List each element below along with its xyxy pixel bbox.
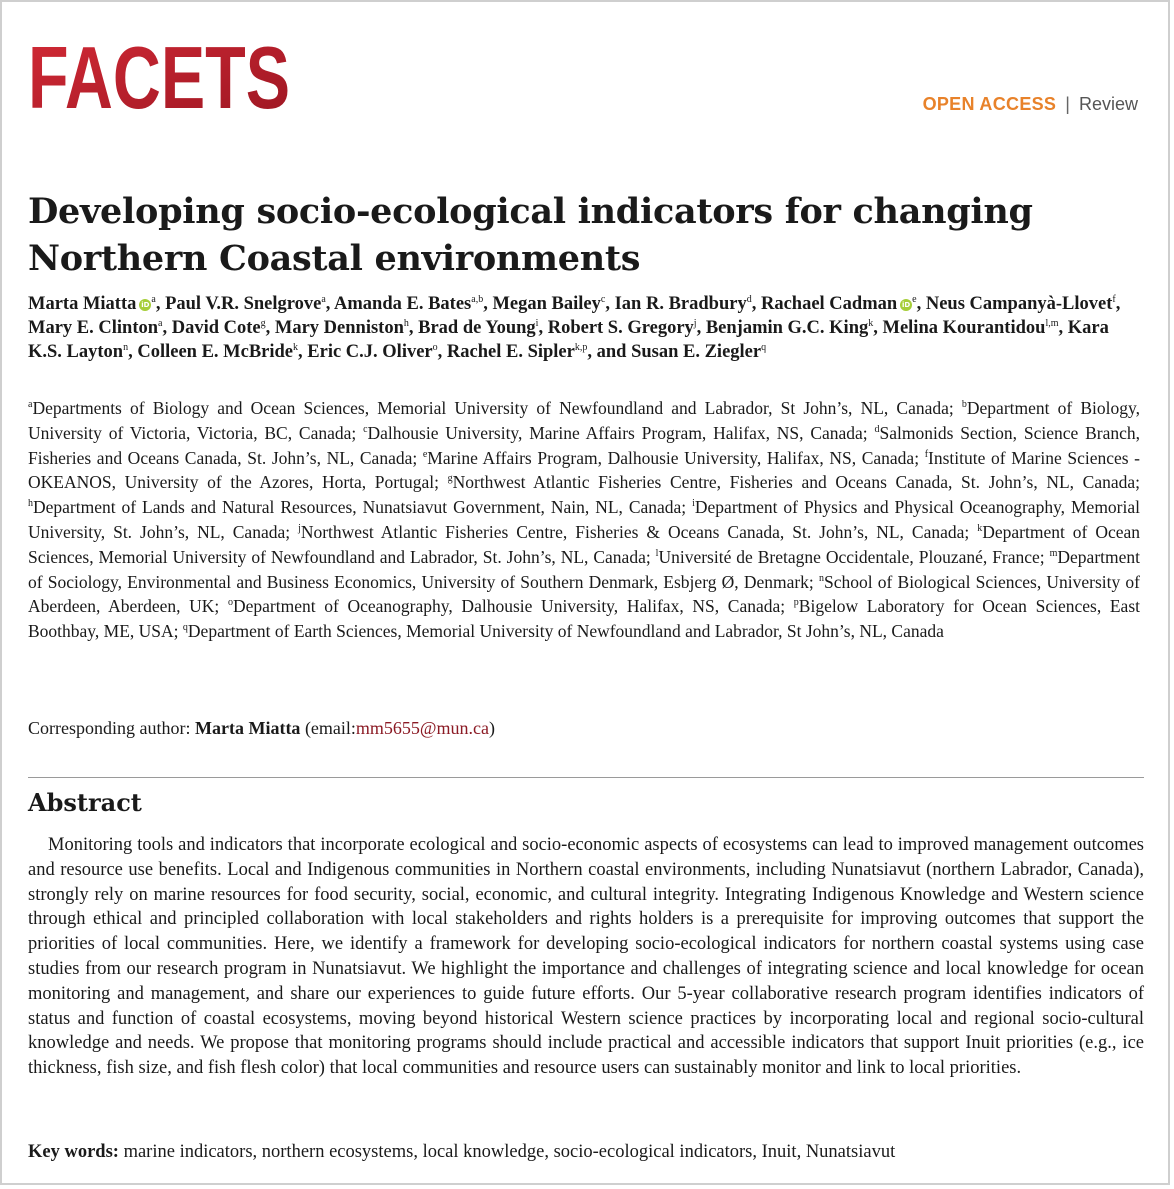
affiliation-text: Bigelow Laboratory for Ocean Sciences, East Boothbay, ME, USA; — [28, 596, 1140, 642]
affiliation-text: Marine Affairs Program, Dalhousie University, Halifax, NS, Canada; — [427, 447, 920, 468]
affiliation-text: Department of Biology, University of Victoria, Victoria, BC, Canada; — [28, 398, 1140, 443]
author-affiliation-mark: a,b — [471, 293, 484, 305]
author-name: Megan Bailey — [492, 294, 601, 314]
author-affiliation-mark: d — [746, 293, 752, 305]
article-type-label: Review — [1078, 94, 1138, 114]
email-link[interactable]: mm5655@mun.ca — [355, 718, 489, 738]
affiliation-text: Dalhousie University, Marine Affairs Program, Halifax, NS, Canada; — [367, 422, 868, 443]
author-name: Susan E. Ziegler — [631, 342, 762, 362]
corresponding-name: Marta Miatta — [194, 718, 301, 738]
author-affiliation-mark: q — [761, 341, 767, 353]
author-affiliation-mark: k — [868, 317, 874, 329]
author-name: Melina Kourantidou — [882, 318, 1046, 338]
keywords-label: Key words: — [28, 1142, 119, 1162]
affiliation-text: Department of Lands and Natural Resources, Nunatsiavut Government, Nain, NL, Canada; — [33, 497, 687, 518]
affiliation-mark: l — [655, 547, 659, 559]
affiliation-mark: b — [961, 399, 967, 411]
author-name: Paul V.R. Snelgrove — [165, 294, 322, 314]
affiliation-text: Northwest Atlantic Fisheries Centre, Fisheries & Oceans Canada, St. John’s, NL, Canada; — [300, 521, 970, 542]
author-name: Ian R. Bradbury — [614, 294, 747, 314]
orcid-icon[interactable]: iD — [141, 301, 150, 309]
author-name: Rachel E. Sipler — [446, 342, 575, 362]
affiliation-mark: n — [818, 572, 824, 584]
author-name: Eric C.J. Oliver — [307, 342, 433, 362]
author-affiliation-mark: f — [1112, 293, 1116, 305]
affiliation-mark: o — [227, 597, 233, 609]
author-affiliation-mark: k — [293, 341, 299, 353]
author-affiliation-mark: g — [260, 317, 266, 329]
author-name: Robert S. Gregory — [547, 318, 694, 338]
affiliation-list — [28, 396, 1140, 644]
keywords-text: marine indicators, northern ecosystems, local knowledge, socio-ecological indicators, Inuit, Nunatsiavut — [123, 1142, 896, 1162]
email-suffix: ) — [488, 718, 495, 738]
affiliation-mark: q — [182, 622, 188, 634]
affiliation-mark: e — [422, 448, 428, 460]
orcid-icon[interactable]: iD — [902, 301, 911, 309]
affiliation-text: Department of Oceanography, Dalhousie University, Halifax, NS, Canada; — [232, 596, 786, 617]
facets-logo — [28, 28, 294, 127]
corresponding-label: Corresponding author: — [28, 718, 191, 738]
author-affiliation-mark: e — [912, 293, 917, 305]
author-affiliation-mark: l,m — [1045, 317, 1059, 329]
affiliation-mark: f — [924, 448, 929, 460]
affiliation-mark: g — [447, 473, 453, 485]
author-name: Benjamin G.C. King — [705, 318, 869, 338]
author-affiliation-mark: o — [432, 341, 438, 353]
affiliation-mark: j — [298, 523, 301, 535]
access-separator: | — [1065, 94, 1070, 114]
section-divider — [28, 777, 1144, 778]
affiliation-mark: p — [793, 597, 799, 609]
author-name: Marta Miatta — [28, 294, 137, 314]
affiliation-text: Department of Earth Sciences, Memorial University of Newfoundland and Labrador, St John’s, NL, Canada — [187, 621, 944, 642]
affiliation-text: Northwest Atlantic Fisheries Centre, Fisheries and Oceans Canada, St. John’s, NL, Canada; — [452, 472, 1140, 493]
article-title: Developing socio-ecological indicators for changing Northern Coastal environments — [28, 191, 1033, 279]
affiliation-text: Institute of Marine Sciences - OKEANOS, University of the Azores, Horta, Portugal; — [28, 447, 1141, 493]
author-name: Mary Denniston — [274, 318, 404, 338]
abstract-heading: Abstract — [28, 788, 142, 817]
author-affiliation-mark: a — [158, 317, 163, 329]
affiliation-text: Department of Ocean Sciences, Memorial University of Newfoundland and Labrador, St. John’s, NL, Canada; — [28, 521, 1141, 567]
affiliation-mark: c — [363, 423, 368, 435]
affiliation-mark: i — [692, 498, 695, 510]
abstract-text: Monitoring tools and indicators that incorporate ecological and socio-economic aspects of ecosystems can lead to improved management outcomes and resource use benefits. Local and Indigenous communities in Northern coastal environments, including Nunatsiavut (northern Labrador, Canada), strongly rely on marine resources for food security, social, economic, and cultural integrity. Integrating Indigenous Knowledge and Western science through ethical and principled collaboration with local stakeholders and rights holders is a prerequisite for improving outcomes that support the priorities of local communities. Here, we identify a framework for developing socio-ecological indicators for northern coastal systems using case studies from our research program in Nunatsiavut. We highlight the importance and challenges of integrating science and local knowledge for ocean monitoring and management, and share our experiences to guide future efforts. Our 5-year collaborative research program identifies indicators of status and function of coastal ecosystems, moving beyond historical Western science practices by incorporating local and regional socio-cultural knowledge and needs. We propose that monitoring programs should include practical and accessible indicators that support Inuit priorities (e.g., ice thickness, fish size, and fish flesh color) that local communities and resource users can sustainably monitor and link to local priorities. — [28, 835, 1144, 1079]
keywords — [28, 1142, 1144, 1163]
affiliation-mark: h — [28, 498, 33, 510]
author-name: Amanda E. Bates — [334, 294, 472, 314]
author-affiliation-mark: c — [600, 293, 606, 305]
affiliation-mark: k — [977, 523, 983, 535]
author-list: Marta Miatta $iD^a$, Paul V.R. Snelgrove$^a$, Amanda E. Bates$^{a,b}$, Megan Bailey$^c$, Ian R. Bradbury$^d$, Rachael Cadman $iD^e$, Neus Campanyà-Llovet$^f$, Mary E. Clinton$^a$, David Cote$^g$, Mary Denniston$^h$, Brad de Young$^i$, Robert S. Gregory$^j$, Benjamin G.C. King$^k$, Melina Kourantidou$^{l,m}$, Kara K.S. Layton$^n$, Colleen E. McBride$^k$, Eric C.J. Oliver$^o$, Rachel E. Sipler$^{k,p}$, and Susan E. Ziegler$^q$ — [28, 293, 1121, 362]
author-name: Brad de Young — [418, 318, 536, 338]
author-affiliation-mark: a — [321, 293, 326, 305]
author-name: Colleen E. McBride — [137, 342, 294, 362]
email-prefix: (email: — [304, 718, 356, 738]
affiliation-text: School of Biological Sciences, University of Aberdeen, Aberdeen, UK; — [28, 571, 1141, 617]
affiliation-text: Université de Bretagne Occidentale, Plouzané, France; — [658, 546, 1045, 567]
author-name: Rachael Cadman — [760, 294, 898, 314]
author-name: Mary E. Clinton — [28, 318, 159, 338]
author-affiliation-mark: h — [403, 317, 409, 329]
author-affiliation-mark: j — [693, 317, 697, 329]
affiliation-text: Department of Physics and Physical Oceanography, Memorial University, St. John’s, NL, Canada; — [28, 497, 1141, 542]
logo-wordmark: FACETS — [28, 28, 290, 127]
author-affiliation-mark: k,p — [574, 341, 588, 353]
access-badge — [923, 94, 1138, 115]
author-name: Neus Campanyà-Llovet — [925, 294, 1113, 314]
affiliation-mark: m — [1049, 547, 1058, 559]
author-affiliation-mark: n — [123, 341, 129, 353]
affiliation-text: Department of Sociology, Environmental and Business Economics, University of Southern Denmark, Esbjerg Ø, Denmark; — [28, 546, 1141, 592]
affiliation-text: Salmonids Section, Science Branch, Fisheries and Oceans Canada, St. John’s, NL, Canada; — [28, 422, 1141, 468]
corresponding-author — [28, 718, 495, 739]
author-name: Kara K.S. Layton — [28, 318, 1109, 362]
author-connector: and — [596, 342, 627, 362]
affiliation-text: Departments of Biology and Ocean Sciences, Memorial University of Newfoundland and Labrador, St John’s, NL, Canada; — [32, 398, 954, 418]
open-access-label: OPEN ACCESS — [922, 94, 1057, 114]
author-name: David Cote — [171, 318, 261, 338]
author-affiliation-mark: a — [151, 293, 156, 305]
affiliation-mark: a — [28, 399, 33, 411]
affiliation-mark: d — [874, 423, 880, 435]
author-affiliation-mark: i — [535, 317, 539, 329]
